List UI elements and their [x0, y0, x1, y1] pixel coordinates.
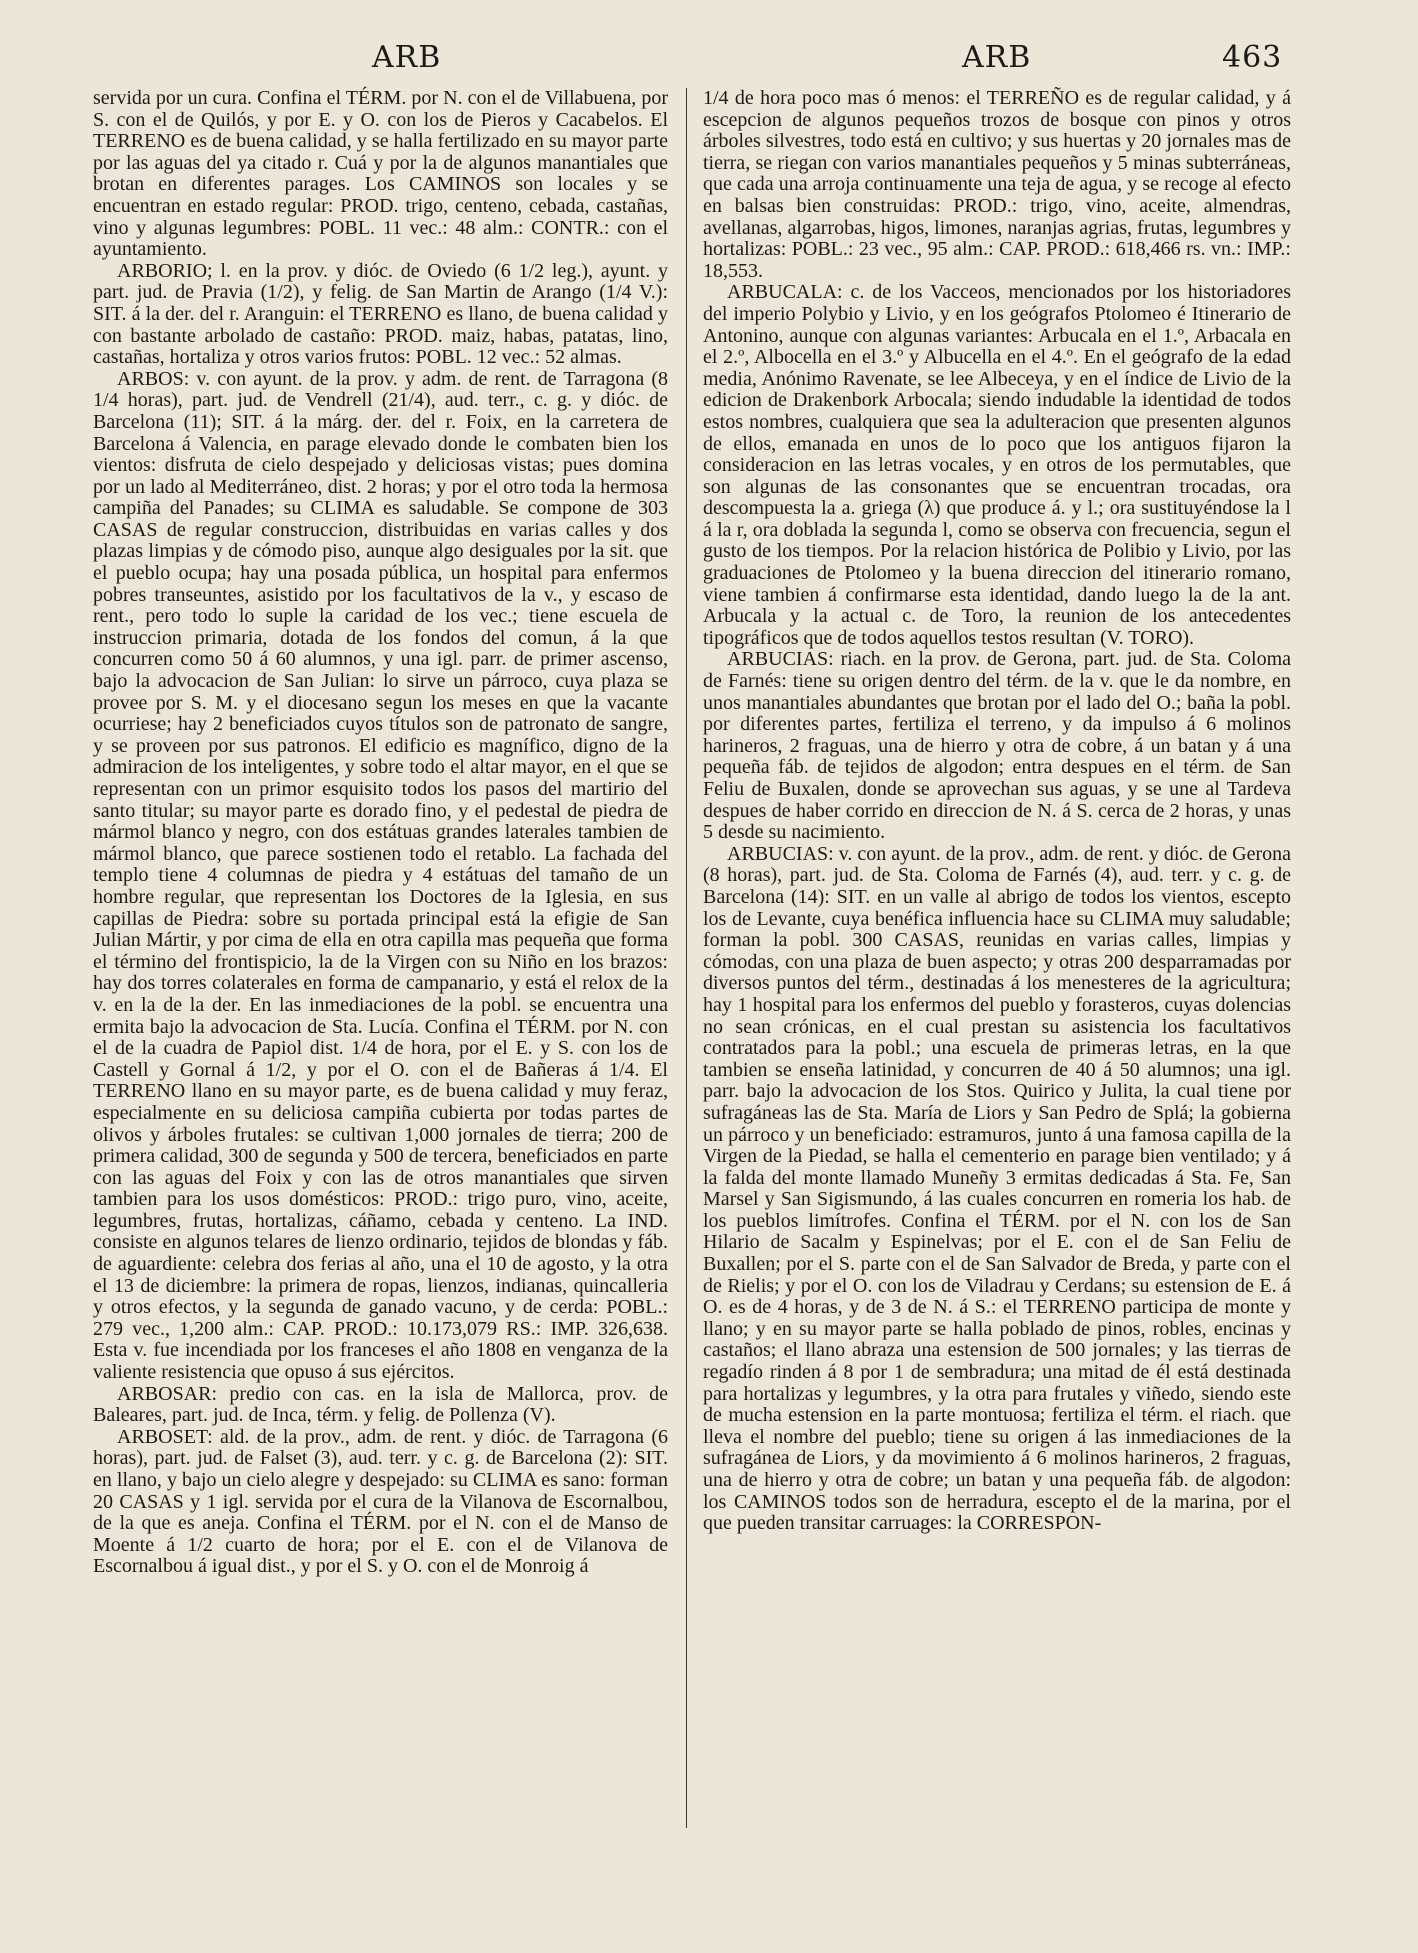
entry-arbucias-riach: ARBUCIAS: riach. en la prov. de Gerona, part. jud. de Sta. Coloma de Farnés: tiene su origen dentro del térm. de la v. que le da nombre, en unos manantiales abundantes que brotan por el lado del O.; baña la pobl. por diferentes partes, fertiliza el terreno, y da impulso á 6 molinos harineros, 2 fraguas, una de hierro y otra de cobre, á un batan y á una pequeña fáb. de tejidos de algodon; entra despues en el térm. de San Feliu de Buxalen, donde se aprovechan sus aguas, y se une al Tardeva despues de haber corrido en direccion de N. á S. cerca de 2 horas, y unas 5 desde su nacimiento. [703, 648, 1291, 844]
running-head-right: ARB [962, 40, 1032, 75]
entry-continuation: servida por un cura. Confina el TÉRM. por N. con el de Villabuena, por S. con el de Quilós, y por E. y O. con los de Pieros y Cacabelos. El TERRENO es de buena calidad, y se halla fertilizado en su mayor parte por las aguas del ya citado r. Cuá y por la de algunos manantiales que brotan en diferentes parages. Los CAMINOS son locales y se encuentran en estado regular: PROD. trigo, centeno, cebada, castañas, vino y algunas legumbres: POBL. 11 vec.: 48 alm.: CONTR.: con el ayuntamiento. [93, 87, 668, 261]
entry-arbos: ARBOS: v. con ayunt. de la prov. y adm. de rent. de Tarragona (8 1/4 horas), part. jud. de Vendrell (21/4), aud. terr., c. g. y dióc. de Barcelona (11); SIT. á la márg. der. del r. Foix, en la carretera de Barcelona á Valencia, en parage elevado donde le combaten bien los vientos: disfruta de cielo despejado y deliciosas vistas; pues domina por un lado al Mediterráneo, dist. 2 horas; y por el otro toda la hermosa campiña del Panades; su CLIMA es saludable. Se compone de 303 CASAS de regular construccion, distribuidas en varias calles y dos plazas limpias y de cómodo piso, aunque algo desiguales por la sit. que el pueblo ocupa; hay una posada pública, un hospital para enfermos pobres transeuntes, asistido por los facultativos de la v., y escaso de rent., pero todo lo suple la caridad de los vec.; tiene escuela de instruccion primaria, dotada de los fondos del comun, á la que concurren como 50 á 60 alumnos, y una igl. parr. de primer ascenso, bajo la advocacion de San Julian: lo sirve un párroco, cuya plaza se provee por S. M. y el diocesano segun los meses en que la vacante ocurriese; hay 2 beneficiados cuyos títulos son de patronato de sangre, y se proveen por sus patronos. El edificio es magnífico, digno de la admiracion de los inteligentes, y sobre todo el altar mayor, en el que se representan con un primor esquisito todos los pasos del martirio del santo titular; su mayor parte es dorado fino, y el pedestal de piedra de mármol blanco y negro, con dos estátuas grandes laterales tambien de mármol blanco, que parece sostienen todo el retablo. La fachada del templo tiene 4 columnas de piedra y 4 estátuas del tamaño de un hombre regular, que representan los Doctores de la Iglesia, en sus capillas de Piedra: sobre su portada principal está la efigie de San Julian Mártir, y por cima de ella en otra capilla mas pequeña que forma el término del frontispicio, la de la Virgen con su Niño en los brazos: hay dos torres colaterales en forma de campanario, y está el relox de la v. en la de la der. En las inmediaciones de la pobl. se encuentra una ermita bajo la advocacion de Sta. Lucía. Confina el TÉRM. por N. con el de la cuadra de Papiol dist. 1/4 de hora, por el E. y S. con los de Castell y Gornal á 1/2, y por el O. con el de Bañeras á 1/4. El TERRENO llano en su mayor parte, es de buena calidad y muy feraz, especialmente en su deliciosa campiña cubierta por todas partes de olivos y árboles frutales: se cultivan 1,000 jornales de tierra; 200 de primera calidad, 300 de segunda y 500 de tercera, beneficiados en parte con las aguas del Foix y con las de otros manantiales que sirven tambien para los usos domésticos: PROD.: trigo puro, vino, aceite, legumbres, frutas, hortalizas, cáñamo, cebada y centeno. La IND. consiste en algunos telares de lienzo ordinario, tejidos de blondas y fáb. de aguardiente: celebra dos ferias al año, una el 10 de agosto, y la otra el 13 de diciembre: la primera de ropas, lienzos, indianas, quincalleria y otros efectos, y la segunda de ganado vacuno, y de cerda: POBL.: 279 vec., 1,200 alm.: CAP. PROD.: 10.173,079 RS.: IMP. 326,638. Esta v. fue incendiada por los franceses el año 1808 en venganza de la valiente resistencia que opuso á sus ejércitos. [93, 367, 668, 1384]
entry-arbosar: ARBOSAR: predio con cas. en la isla de Mallorca, prov. de Baleares, part. jud. de Inca, térm. y felig. de Pollenza (V). [93, 1382, 668, 1427]
page-header [0, 40, 1418, 90]
entry-arbucala: ARBUCALA: c. de los Vacceos, mencionados por los historiadores del imperio Polybio y Livio, y en los geógrafos Ptolomeo é Itinerario de Antonino, aunque con algunas variantes: Arbucala en el 1.º, Arbacala en el 2.º, Albocella en el 3.º y Albucella en el 4.º. En el geógrafo de la edad media, Anónimo Ravenate, se lee Albeceya, y en el índice de Livio de la edicion de Drakenbork Arbocala; siendo indudable la identidad de todos estos nombres, cualquiera que sea la adulteracion que presenten algunos de ellos, emanada en unos de lo poco que los antiguos fijaron la consideracion en las letras vocales, y en otros de los permutables, que son algunas de las consonantes que se encuentran trocadas, ora descompuesta la a. griega (λ) que produce á. y l.; ora sustituyéndose la l á la r, ora doblada la segunda l, como se observa con frecuencia, segun el gusto de los tiempos. Por la relacion histórica de Polibio y Livio, por las graduaciones de Ptolomeo y la buena direccion del itinerario romano, viene tambien á confirmarse esta identidad, dando luego la de la ant. Arbucala y la actual c. de Toro, la reunion de los antecedentes tipográficos que de todos aquellos testos resultan (V. TORO). [703, 281, 1291, 649]
running-head-left: ARB [372, 40, 442, 75]
entry-arborio: ARBORIO; l. en la prov. y dióc. de Oviedo (6 1/2 leg.), ayunt. y part. jud. de Pravia (1/2), y felig. de San Martin de Arango (1/4 V.): SIT. á la der. del r. Aranguin: el TERRENO es llano, de buena calidad y con bastante arbolado de castaño: PROD. maiz, habas, patatas, lino, castañas, hortaliza y otros varios frutos: POBL. 12 vec.: 52 almas. [93, 259, 668, 369]
entry-arboset-continuation: 1/4 de hora poco mas ó menos: el TERREÑO es de regular calidad, y á escepcion de algunos pequeños trozos de bosque con pinos y otros árboles silvestres, todo está en cultivo; y sus huertas y 20 jornales mas de tierra, se riegan con varios manantiales pequeños y 5 minas subterráneas, que cada una arroja continuamente una teja de agua, y se recoge al efecto en balsas bien construidas: PROD.: trigo, vino, aceite, almendras, avellanas, algarrobas, higos, limones, naranjas agrias, frutas, legumbres y hortalizas: POBL.: 23 vec., 95 alm.: CAP. PROD.: 618,466 rs. vn.: IMP.: 18,553. [703, 87, 1291, 282]
entry-arboset: ARBOSET: ald. de la prov., adm. de rent. y dióc. de Tarragona (6 horas), part. jud. de Falset (3), aud. terr. y c. g. de Barcelona (2): SIT. en llano, y bajo un cielo alegre y despejado: su CLIMA es sano: forman 20 CASAS y 1 igl. servida por el cura de la Vilanova de Escornalbou, de la que es aneja. Confina el TÉRM. por el N. con el de Manso de Moente á 1/2 cuarto de hora; por el E. con el de Vilanova de Escornalbou á igual dist., y por el S. y O. con el de Monroig á [93, 1425, 668, 1578]
column-divider [686, 88, 687, 1828]
entry-arbucias-villa: ARBUCIAS: v. con ayunt. de la prov., adm. de rent. y dióc. de Gerona (8 horas), part. jud. de Sta. Coloma de Farnés (4), aud. terr. y c. g. de Barcelona (14): SIT. en un valle al abrigo de todos los vientos, escepto los de Levante, cuya benéfica influencia hace su CLIMA muy saludable; forman la pobl. 300 CASAS, reunidas en varias calles, limpias y cómodas, con una plaza de buen aspecto; y otras 200 desparramadas por diversos puntos del térm., destinadas á los menesteres de la agricultura; hay 1 hospital para los enfermos del pueblo y forasteros, cuyas dolencias no sean crónicas, en el cual prestan su asistencia los facultativos contratados para la pobl.; una escuela de primeras letras, en la que tambien se enseña latinidad, y concurren de 40 á 50 alumnos; una igl. parr. bajo la advocacion de los Stos. Quirico y Julita, la cual tiene por sufragáneas las de Sta. María de Liors y San Pedro de Splá; la gobierna un párroco y un beneficiado: estramuros, junto á una famosa capilla de la Virgen de la Piedad, se halla el cementerio en parage bien ventilado; y á la falda del monte llamado Muneñy 3 ermitas dedicadas á Sta. Fe, San Marsel y San Sigismundo, á las cuales concurren en romeria los hab. de los pueblos limítrofes. Confina el TÉRM. por el N. con los de San Hilario de Sacalm y Espinelvas; por el E. con el de San Feliu de Buxallen; por el S. parte con el de San Salvador de Breda, y parte con el de Rielis; y por el O. con los de Viladrau y Cerdans; su estension de E. á O. es de 4 horas, y de 3 de N. á S.: el TERRENO participa de monte y llano; y en su mayor parte se halla poblado de pinos, robles, encinas y castaños; el llano abraza una estension de 500 jornales; y las tierras de regadío rinden á 8 por 1 de sembradura; una mitad de él está destinada para hortalizas y legumbres, y la otra para frutales y viñedo, siendo este de mucha estension en la parte montuosa; fertiliza el térm. el riach. que lleva el nombre del pueblo; tiene su origen á las inmediaciones de la sufragánea de Liors, y da movimiento á 6 molinos harineros, 2 fraguas, una de hierro y otra de cobre; un batan y una pequeña fáb. de algodon: los CAMINOS todos son de herradura, escepto el de la marina, por el que pueden transitar carruages: la CORRESPON- [703, 842, 1291, 1535]
right-column [703, 88, 1291, 1535]
left-column [93, 88, 668, 1578]
page-number: 463 [1222, 40, 1283, 75]
